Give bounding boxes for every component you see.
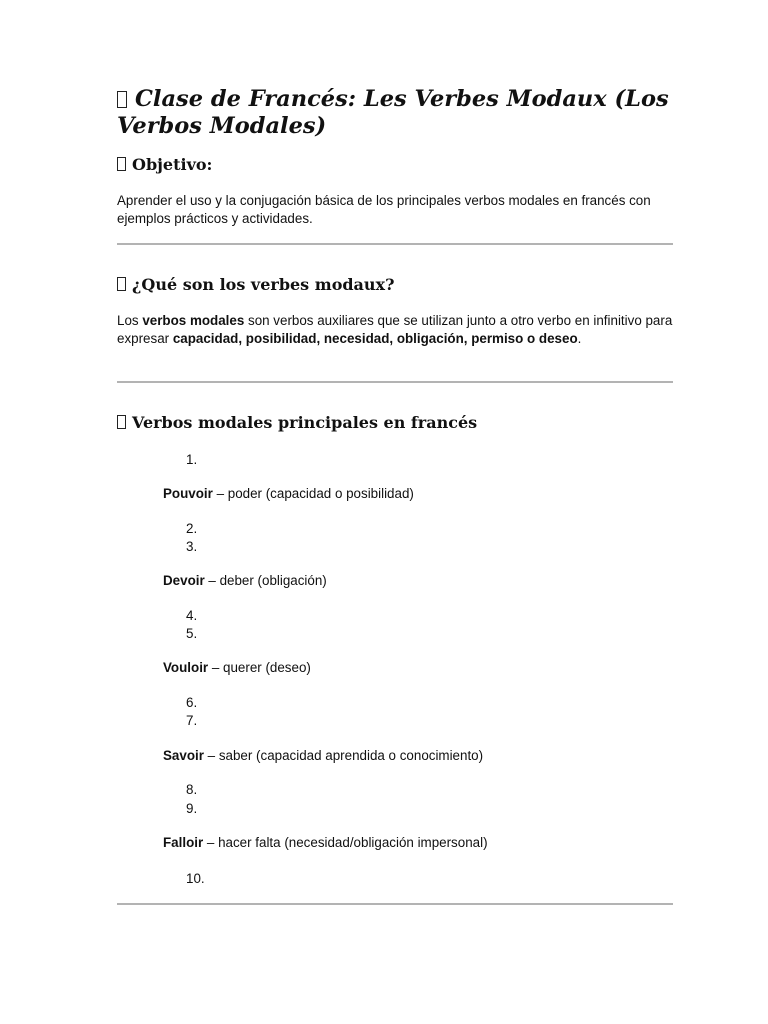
list-number: 6. [186,695,198,710]
list-number: 2. [186,521,198,536]
list-number: 3. [186,539,198,554]
list-number: 9. [186,801,198,816]
what-are-text-pre: Los [117,313,143,328]
what-are-emphasis: capacidad, posibilidad, necesidad, obligación, permiso o deseo [172,330,578,346]
verb-item-pouvoir [163,485,414,503]
document-title [117,86,673,140]
what-are-text-end: . [577,330,582,346]
main-verbs-heading [117,413,477,433]
verb-item-falloir [163,834,488,852]
what-are-heading-text: ¿Qué son los verbes modaux? [132,275,395,294]
what-are-term: verbos modales [142,313,245,328]
verb-item-devoir [163,572,327,590]
objective-heading-text: Objetivo: [132,155,213,174]
objective-heading [117,155,212,175]
what-are-text-mid: son verbos auxiliares que se utilizan junto a otro verbo en infinitivo para expresar [117,313,673,346]
list-number: 5. [186,626,198,641]
list-number: 10. [186,871,205,886]
missing-emoji-icon [117,91,127,108]
verb-meaning: – saber (capacidad aprendida o conocimiento) [203,748,484,763]
missing-emoji-icon [117,415,126,429]
verb-name: Falloir [163,835,204,850]
missing-emoji-icon [117,157,126,171]
verb-item-savoir [163,747,483,765]
list-number: 4. [186,608,198,623]
verb-meaning: – hacer falta (necesidad/obligación impersonal) [203,835,488,850]
objective-text: Aprender el uso y la conjugación básica de los principales verbos modales en francés con ejemplos prácticos y actividades. [117,193,651,226]
document-title-text: Clase de Francés: Les Verbes Modaux (Los Verbos Modales) [117,86,669,139]
section-divider [117,903,673,905]
verb-name: Savoir [163,748,204,763]
list-number: 7. [186,713,198,728]
verb-meaning: – deber (obligación) [204,573,327,588]
verb-name: Vouloir [163,660,209,675]
verb-name: Devoir [163,573,205,588]
verb-meaning: – poder (capacidad o posibilidad) [212,486,414,501]
main-verbs-heading-text: Verbos modales principales en francés [132,413,478,432]
what-are-heading [117,275,394,295]
missing-emoji-icon [117,277,126,291]
list-number: 1. [186,452,198,467]
section-divider [117,243,673,245]
what-are-text [117,312,673,347]
verb-item-vouloir [163,659,311,677]
verb-meaning: – querer (deseo) [208,660,311,675]
verb-name: Pouvoir [163,486,213,501]
list-number: 8. [186,782,198,797]
section-divider [117,381,673,383]
